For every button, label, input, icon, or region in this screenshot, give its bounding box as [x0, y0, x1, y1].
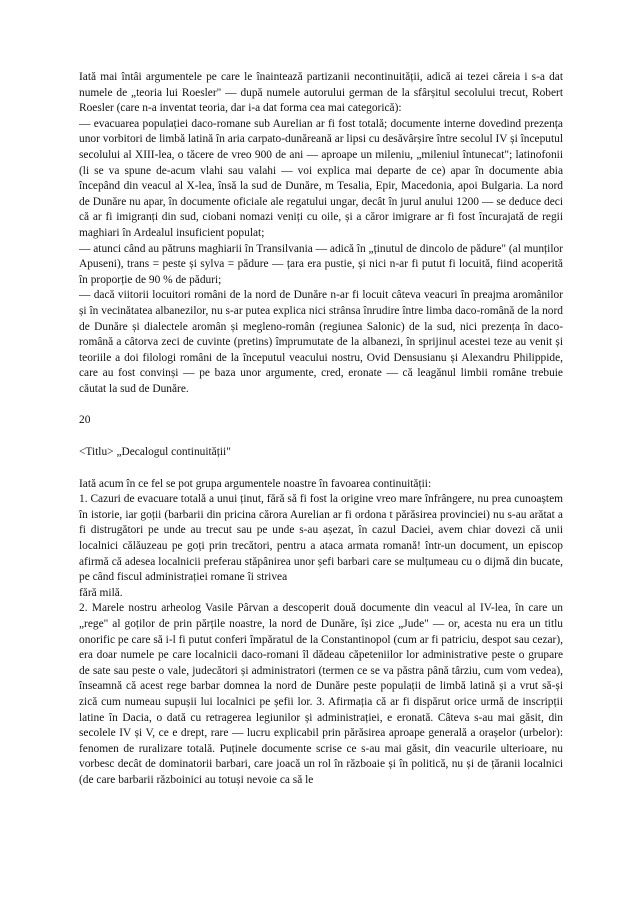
paragraph-evacuation: — evacuarea populației daco-romane sub Aurelian ar fi fost totală; documente interne dovedind prezența unor vorbitori de limbă latină în aria carpato-dunăreană ar lipsi cu desăvârșire între secolul IV și începutul secolului al XIII-lea, o tăcere de vreo 900 de ani — aproape un mileniu, „mileniul întunecat"; latinofonii (li se va spune de-acum vlahi sau valahi — voi explica mai departe de ce) apar în documente abia începând din veacul al X-lea, însă la sud de Dunăre, m Tesalia, Epir, Macedonia, apoi Bulgaria. La nord de Dunăre nu apar, în documente oficiale ale regatului ungar, decât în jurul anului 1200 — se deduce deci că ar fi imigranți din sud, ciobani nomazi veniți cu oile, și a căror imigrare ar fi fost încurajată de regii maghiari în Ardealul insuficient populat;: [79, 117, 563, 239]
paragraph-intro-roesler: Iată mai întâi argumentele pe care le înaintează partizanii necontinuității, adică ai tezei căreia i s-a dat numele de „teoria lui Roesler" — după numele autorului german de la sfârșitul secolului trecut, Robert Roesler (care n-a inventat teoria, dar i-a dat forma cea mai categorică):: [79, 71, 563, 115]
paragraph-arguments-intro: Iată acum în ce fel se pot grupa argumentele noastre în favoarea continuității:: [79, 477, 432, 490]
paragraph-transilvania: — atunci când au pătruns maghiarii în Transilvania — adică în „ținutul de dincolo de pădure" (al munților Apuseni), trans = peste și sylva = pădure — țara era pustie, și nici n-ar fi putut fi locuită, fiind acoperită în proporție de 90 % de păduri;: [79, 242, 563, 286]
title-text: „Decalogul continuității": [113, 446, 231, 459]
page-number: 20: [79, 414, 91, 427]
paragraph-point-2: 2. Marele nostru arheolog Vasile Pârvan a descoperit două documente din veacul al IV-lea, în care un „rege" al goților de prin părțile noastre, la nord de Dunăre, își zice „Jude" — or, acesta nu era un titlu onorific pe care să i-l fi putut conferi împăratul de la Constantinopol (cum ar fi patriciu, despot sau cezar), era doar numele pe care localnicii daco-romani îl dădeau căpeteniilor lor administrative peste o grupare de sate sau peste o vale, judecători și administratori (termen ce se va păstra până târziu, cum vom vedea), înseamnă că acest rege barbar domnea la nord de Dunăre peste populații de limbă latină și a vrut să-și zică cum numeau supușii lui localnici pe șefii lor. 3. Afirmația că ar fi dispărut orice urmă de inscripții latine în Dacia, o dată cu retragerea legiunilor și administrației, e eronată. Câteva s-au mai găsit, din secolele IV și V, ce e drept, rare — lucru explicabil prin părăsirea aproape generală a orașelor (urbelor): fenomen de ruralizare totală. Puținele documente scrise ce s-au mai găsit, din veacurile ulterioare, nu vorbesc decât de dominatorii barbari, care joacă un rol în războaie și în politică, nu și de țăranii localnici (de care barbarii războinici au totuși nevoie ca să le: [79, 602, 563, 786]
paragraph-aromani: — dacă viitorii locuitori români de la nord de Dunăre n-ar fi locuit câteva veacuri în preajma aromânilor și în vecinătatea albanezilor, nu s-ar putea explica nici strânsa înrudire între limba daco-română de la nord de Dunăre și dialectele aromân și megleno-român (regiunea Salonic) de la sud, nici prezența în daco-română a câtorva zeci de cuvinte (pretins) împrumutate de la albanezi, în sprijinul acestei teze au venit și teoriile a doi filologi români de la începutul veacului nostru, Ovid Densusianu și Alexandru Philippide, care au fost convinși — pe baza unor argumente, cred, eronate — că leagănul limbii române trebuie căutat la sud de Dunăre.: [79, 289, 563, 395]
spacer: [79, 461, 563, 477]
paragraph-point-1: 1. Cazuri de evacuare totală a unui ținut, fără să fi fost la origine vreo mare înfrângere, nu prea cunoaștem în istorie, iar goții (barbarii din pricina cărora Aurelian ar fi ordona t părăsirea provinciei) nu s-au arătat a fi distrugători pe unde au trecut sau pe unde s-au așezat, în cazul Daciei, avem chiar dovezi că unii localnici călăuzeau pe goți prin trecători, pentru a ataca armata romană! într-un document, un episcop afirmă că adesea localnicii preferau stăpânirea unor șefi barbari care se mulțumeau cu o dijmă din bucate, pe când fiscul administrației romane îi strivea: [79, 493, 563, 584]
paragraph-point-1-tail: fără milă.: [79, 586, 123, 599]
page-content: [79, 70, 563, 789]
spacer: [79, 397, 563, 413]
title-tag: <Titlu>: [79, 446, 114, 459]
spacer: [79, 429, 563, 445]
section-title: [79, 445, 563, 461]
